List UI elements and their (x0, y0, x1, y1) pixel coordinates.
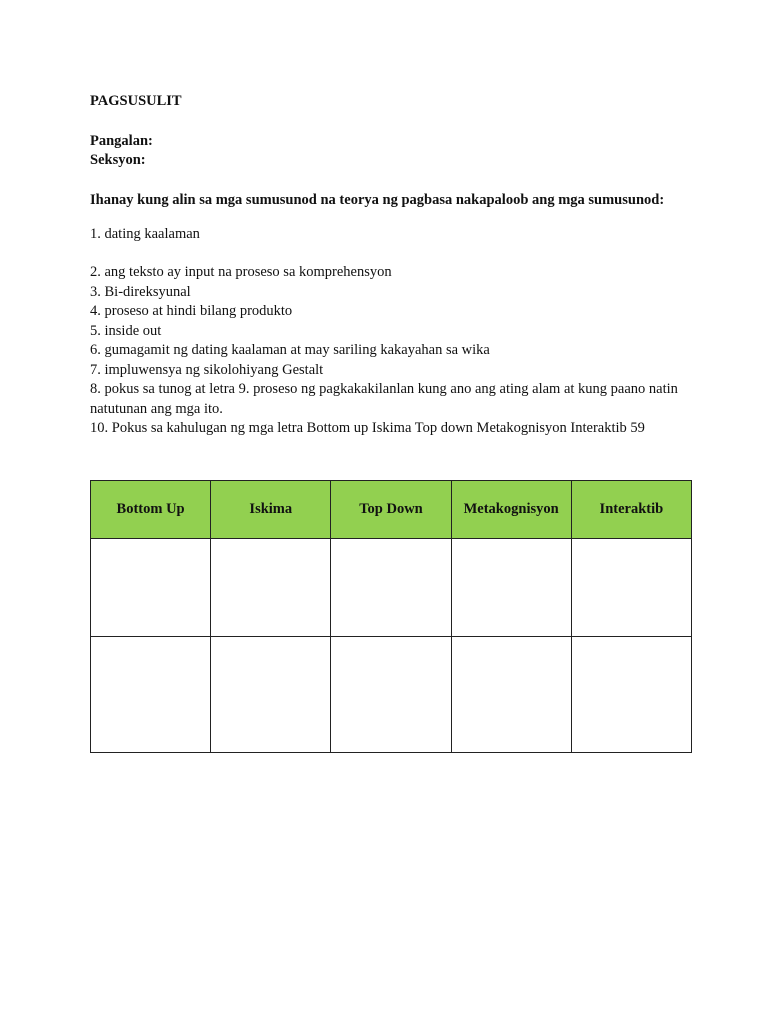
answer-cell (331, 539, 451, 637)
answer-cell (451, 637, 571, 753)
list-item-1: 1. dating kaalaman (90, 225, 200, 242)
list-item-2: 2. ang teksto ay input na proseso sa komprehensyon (90, 264, 392, 280)
answer-cell (571, 539, 691, 637)
list-item-3: 3. Bi-direksyunal (90, 283, 191, 300)
header-metakognisyon: Metakognisyon (451, 481, 571, 539)
answer-table (90, 480, 692, 753)
item-list (90, 263, 678, 439)
answer-cell (91, 539, 211, 637)
header-bottom-up: Bottom Up (91, 481, 211, 539)
worksheet (90, 92, 678, 439)
student-fields (90, 132, 678, 171)
list-item-7: 7. impluwensya ng sikolohiyang Gestalt (90, 361, 324, 378)
table-header-row (91, 481, 692, 539)
header-top-down: Top Down (331, 481, 451, 539)
instruction-text: Ihanay kung alin sa mga sumusunod na teorya ng pagbasa nakapaloob ang mga sumusunod: (90, 191, 665, 208)
list-item-6: 6. gumagamit ng dating kaalaman at may sariling kakayahan sa wika (90, 342, 490, 358)
answer-cell (91, 637, 211, 753)
list-item-5: 5. inside out (90, 322, 162, 339)
answer-cell (451, 539, 571, 637)
answer-cell (211, 539, 331, 637)
list-item-10: 10. Pokus sa kahulugan ng mga letra Bottom up Iskima Top down Metakognisyon Interaktib 59 (90, 420, 645, 436)
list-item-4: 4. proseso at hindi bilang produkto (90, 303, 293, 319)
section-field-label: Seksyon: (90, 152, 146, 168)
list-item-8: 8. pokus sa tunog at letra 9. proseso ng pagkakakilanlan kung ano ang ating alam at kung paano natin natutunan ang mga ito. (90, 381, 678, 417)
table-row (91, 539, 692, 637)
answer-cell (331, 637, 451, 753)
header-interaktib: Interaktib (571, 481, 691, 539)
answer-cell (211, 637, 331, 753)
table-row (91, 637, 692, 753)
header-iskima: Iskima (211, 481, 331, 539)
name-field-label: Pangalan: (90, 132, 153, 149)
page-title: PAGSUSULIT (90, 93, 182, 109)
answer-cell (571, 637, 691, 753)
